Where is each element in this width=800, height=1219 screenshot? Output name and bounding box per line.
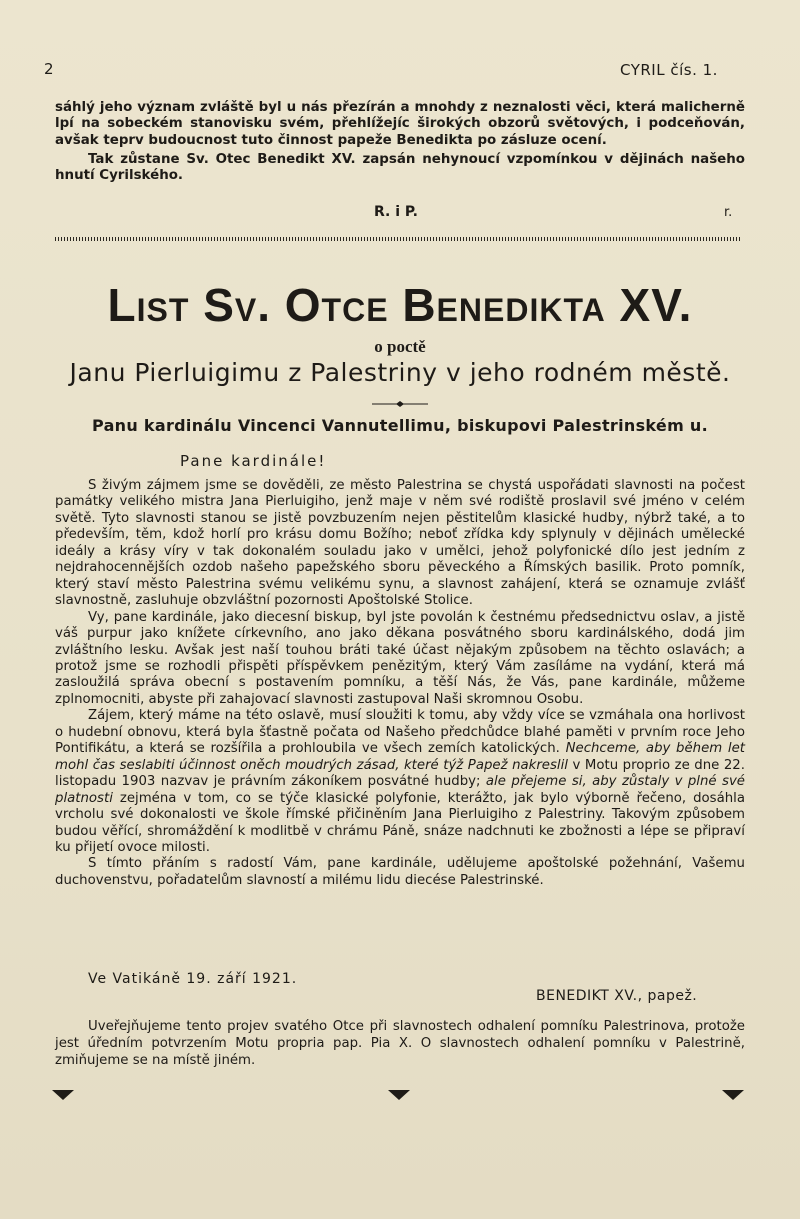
article-title bbox=[0, 278, 800, 332]
ornament-divider bbox=[372, 401, 428, 407]
date-line: Ve Vatikáně 19. září 1921. bbox=[88, 971, 298, 987]
letter-paragraph: S tímto přáním s radostí Vám, pane kardinále, udělujeme apoštolské požehnání, Vašemu duchovenstvu, pořadatelům slavností a milému lidu diecése Palestrinské. bbox=[55, 856, 745, 888]
dotted-divider bbox=[55, 237, 740, 241]
salutation: Pane kardinále! bbox=[180, 452, 327, 470]
letter-addressee: Panu kardinálu Vincenci Vannutellimu, biskupovi Palestrinském u. bbox=[91, 416, 708, 435]
editorial-note bbox=[55, 1018, 745, 1069]
text-span: zejména v tom, co se týče klasické polyfonie, kterážto, jak bylo výborně řečeno, dosáhla vrcholu své dokonalosti ve škole římské přičiněním Jana Pierluigiho z Palestriny. Takovým způsobem budou věřící, shromáždění k modlitbě v chrámu Páně, snáze nadchnuti ke zbožnosti a lépe se připraví ku přijetí ovoce milosti. bbox=[55, 790, 746, 855]
italic-span: ale přejeme si, aby zůstaly v plné své platnosti bbox=[55, 774, 745, 806]
periodical-header: CYRIL čís. 1. bbox=[620, 61, 718, 79]
author-initial: r. bbox=[724, 205, 733, 220]
signature: BENEDIKT XV., papež. bbox=[536, 988, 698, 1004]
text-span: v Motu proprio ze dne 22. listopadu 1903 nazvav je právním zákoníkem posvátné hudby; bbox=[55, 757, 745, 790]
intro-block bbox=[55, 100, 745, 184]
intro-paragraph-2: Tak zůstane Sv. Otec Benedikt XV. zapsán nehynoucí vzpomínkou v dějinách našeho hnutí Cyrilského. bbox=[55, 151, 745, 184]
text-span: Zájem, který máme na této oslavě, musí sloužiti k tomu, aby vždy více se vzmáhala ona horlivost o hudební obnovu, která byla šťastně počata od Našeho předchůdce blahé paměti v prvním roce Jeho Pontifikátu, a která se rozšířila a prohloubila ve všech zemích katolických. bbox=[55, 708, 745, 757]
article-subtitle-2: Janu Pierluigimu z Palestriny v jeho rodném městě. bbox=[69, 358, 731, 387]
page-number: 2 bbox=[44, 60, 54, 78]
down-triangle-icon bbox=[52, 1090, 74, 1100]
note-paragraph: Uveřejňujeme tento projev svatého Otce při slavnostech odhalení pomníku Palestrinova, protože jest úředním potvrzením Motu propria pap. Pia X. O slavnostech odhalení pomníku v Palestrině, zmiňujeme se na místě jiném. bbox=[55, 1019, 745, 1068]
letter-paragraph: S živým zájmem jsme se dověděli, ze město Palestrina se chystá uspořádati slavnosti na počest památky velikého mistra Jana Pierluigiho, jenž maje v něm své rodiště proslavil své jméno v celém světě. Tyto slavnosti stanou se jistě povzbuzením nejen pěstitelům klasické hudby, nýbrž také, a to především, těm, kdož horlí pro krásu domu Božího; neboť zřídka kdy splynuly v dějinách umělecké ideály a krásy víry v tak dokonalém souladu jako v umělci, jehož polyfonické dílo jest jedním z nejdrahocennějších ozdob našeho papežského sboru pěveckého a Římských basilik. Proto pomník, který staví město Palestrina svému velikému synu, a slavnost zahájení, která se oznamuje zvlášť slavnostně, zasluhuje obzvláštní pozornosti Apoštolské Stolice. bbox=[55, 478, 745, 609]
letter-body bbox=[55, 478, 745, 889]
rip-line: R. i P. bbox=[374, 204, 418, 220]
letter-paragraph bbox=[55, 708, 745, 856]
intro-paragraph: sáhlý jeho význam zvláště byl u nás přezírán a mnohdy z neznalosti věci, která malicherně lpí na sobeckém stanovisku svém, přehlížejíc širokých obzorů světových, i podceňován, avšak teprv budoucnost tuto činnost papeže Benedikta po zásluze ocení. bbox=[55, 100, 745, 148]
italic-span: Nechceme, aby během let mohl čas seslabiti účinnost oněch moudrých zásad, které týž Papež nakreslil bbox=[55, 741, 745, 773]
article-title-text: List Sv. Otce Benedikta XV. bbox=[107, 279, 693, 331]
letter-paragraph: Vy, pane kardinále, jako diecesní biskup, byl jste povolán k čestnému předsednictvu oslav, a jistě váš purpur jako knížete církevního, ano jako děkana posvátného sboru kardinálského, dodá jim zvláštního lesku. Avšak jest naší touhou bráti také účast nějakým způsobem na těchto oslavách; a protož jsme se rozhodli přispěti příspěvkem penězitým, který Vám zasíláme na vydání, která má zasloužilá správa obecní s postavením pomníku, a těší Nás, že Vás, pane kardinále, můžeme zplnomocniti, abyste při zahajovací slavnosti zastupoval Naši skromnou Osobu. bbox=[55, 609, 745, 707]
article-subtitle: o poctě bbox=[374, 337, 426, 356]
down-triangle-icon bbox=[722, 1090, 744, 1100]
down-triangle-icon bbox=[388, 1090, 410, 1100]
